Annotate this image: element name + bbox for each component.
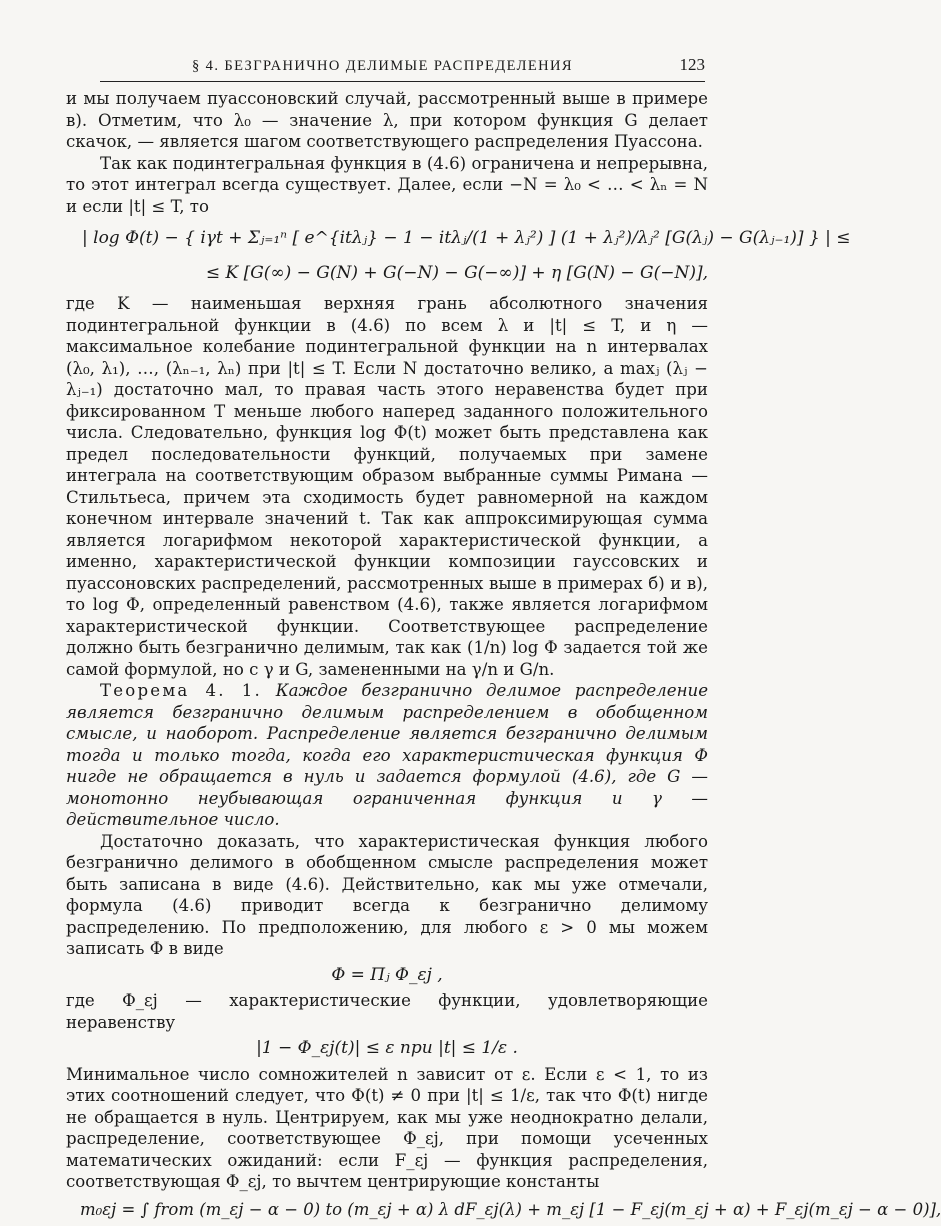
theorem bbox=[66, 680, 708, 831]
theorem-label: Теорема 4. 1. bbox=[100, 681, 262, 700]
formula-product: Φ = Πⱼ Φ_εj , bbox=[331, 964, 443, 985]
paragraph-1: и мы получаем пуассоновский случай, рассмотренный выше в примере в). Отметим, что λ₀ — значение λ, при котором функция G делает скачок, — является шагом соответствующего распределения Пуассона. bbox=[66, 89, 708, 151]
running-header bbox=[100, 55, 705, 82]
theorem-statement: Каждое безгранично делимое распределение является безгранично делимым распределением в обобщенном смысле, и наоборот. Распределение является безгранично делимым тогда и только тогда, когда его характеристическая функция Φ нигде не обращается в нуль и задается формулой (4.6), где G — монотонно неубывающая ограниченная функция и γ — действительное число. bbox=[66, 681, 709, 829]
paragraph-3: где K — наименьшая верхняя грань абсолютного значения подинтегральной функции в (4.6) по всем λ и |t| ≤ T, и η — максимальное колебание подинтегральной функции на n интервалах (λ₀, λ₁), …, (λₙ₋₁, λₙ) при |t| ≤ T. Если N достаточно велико, а maxⱼ (λⱼ − λⱼ₋₁) достаточно мал, то правая часть этого неравенства будет при фиксированном T меньше любого наперед заданного положительного числа. Следовательно, функция log Φ(t) может быть представлена как предел последовательности функций, получаемых при замене интеграла на соответствующим образом выбранные суммы Римана — Стильтьеса, причем эта сходимость будет равномерной на каждом конечном интервале значений t. Так как аппроксимирующая сумма является логарифмом некоторой характеристической функции, а именно, характеристической функции композиции гауссовских и пуассоновских распределений, рассмотренных выше в примерах б) и в), то log Φ, определенный равенством (4.6), также является логарифмом характеристической функции. Соответствующее распределение должно быть безгранично делимым, так как (1/n) log Φ задается той же самой формулой, но с γ и G, замененными на γ/n и G/n. bbox=[66, 294, 708, 679]
formula-bound: |1 − Φ_εj(t)| ≤ ε при |t| ≤ 1/ε . bbox=[256, 1038, 518, 1058]
paragraph-5: где Φ_εj — характеристические функции, удовлетворяющие неравенству bbox=[66, 991, 708, 1032]
formula-inequality-line-2: ≤ K [G(∞) − G(N) + G(−N) − G(−∞)] + η [G(N) − G(−N)], bbox=[205, 263, 708, 283]
main-text bbox=[66, 88, 941, 1226]
paragraph-2: Так как подинтегральная функция в (4.6) ограничена и непрерывна, то этот интеграл всегда существует. Далее, если −N = λ₀ < … < λₙ = N и если |t| ≤ T, то bbox=[66, 153, 708, 216]
paragraph-6: Минимальное число сомножителей n зависит от ε. Если ε < 1, то из этих соотношений следует, что Φ(t) ≠ 0 при |t| ≤ 1/ε, так что Φ(t) нигде не обращается в нуль. Центрируем, как мы уже неоднократно делали, распределение, соответствующее Φ_εj, при помощи усеченных математических ожиданий: если F_εj — функция распределения, соответствующая Φ_εj, то вычтем центрирующие константы bbox=[66, 1064, 708, 1191]
formula-inequality-line-1: | log Φ(t) − { iγt + Σⱼ₌₁ⁿ [ e^{itλⱼ} − 1 − itλⱼ/(1 + λⱼ²) ] (1 + λⱼ²)/λⱼ² [G(λⱼ) − G(λⱼ₋₁)] } | ≤ bbox=[82, 228, 851, 248]
section-title: § 4. БЕЗГРАНИЧНО ДЕЛИМЫЕ РАСПРЕДЕЛЕНИЯ bbox=[192, 58, 573, 74]
formula-centering-constant: m₀εj = ∫ from (m_εj − α − 0) to (m_εj + α) λ dF_εj(λ) + m_εj [1 − F_εj(m_εj + α) + F_εj(m_εj − α − 0)], bbox=[80, 1199, 941, 1219]
page-number: 123 bbox=[679, 55, 705, 74]
paragraph-4: Достаточно доказать, что характеристическая функция любого безгранично делимого в обобщенном смысле распределения может быть записана в виде (4.6). Действительно, как мы уже отмечали, формула (4.6) приводит всегда к безгранично делимому распределению. По предположению, для любого ε > 0 мы можем записать Φ в виде bbox=[66, 831, 708, 958]
